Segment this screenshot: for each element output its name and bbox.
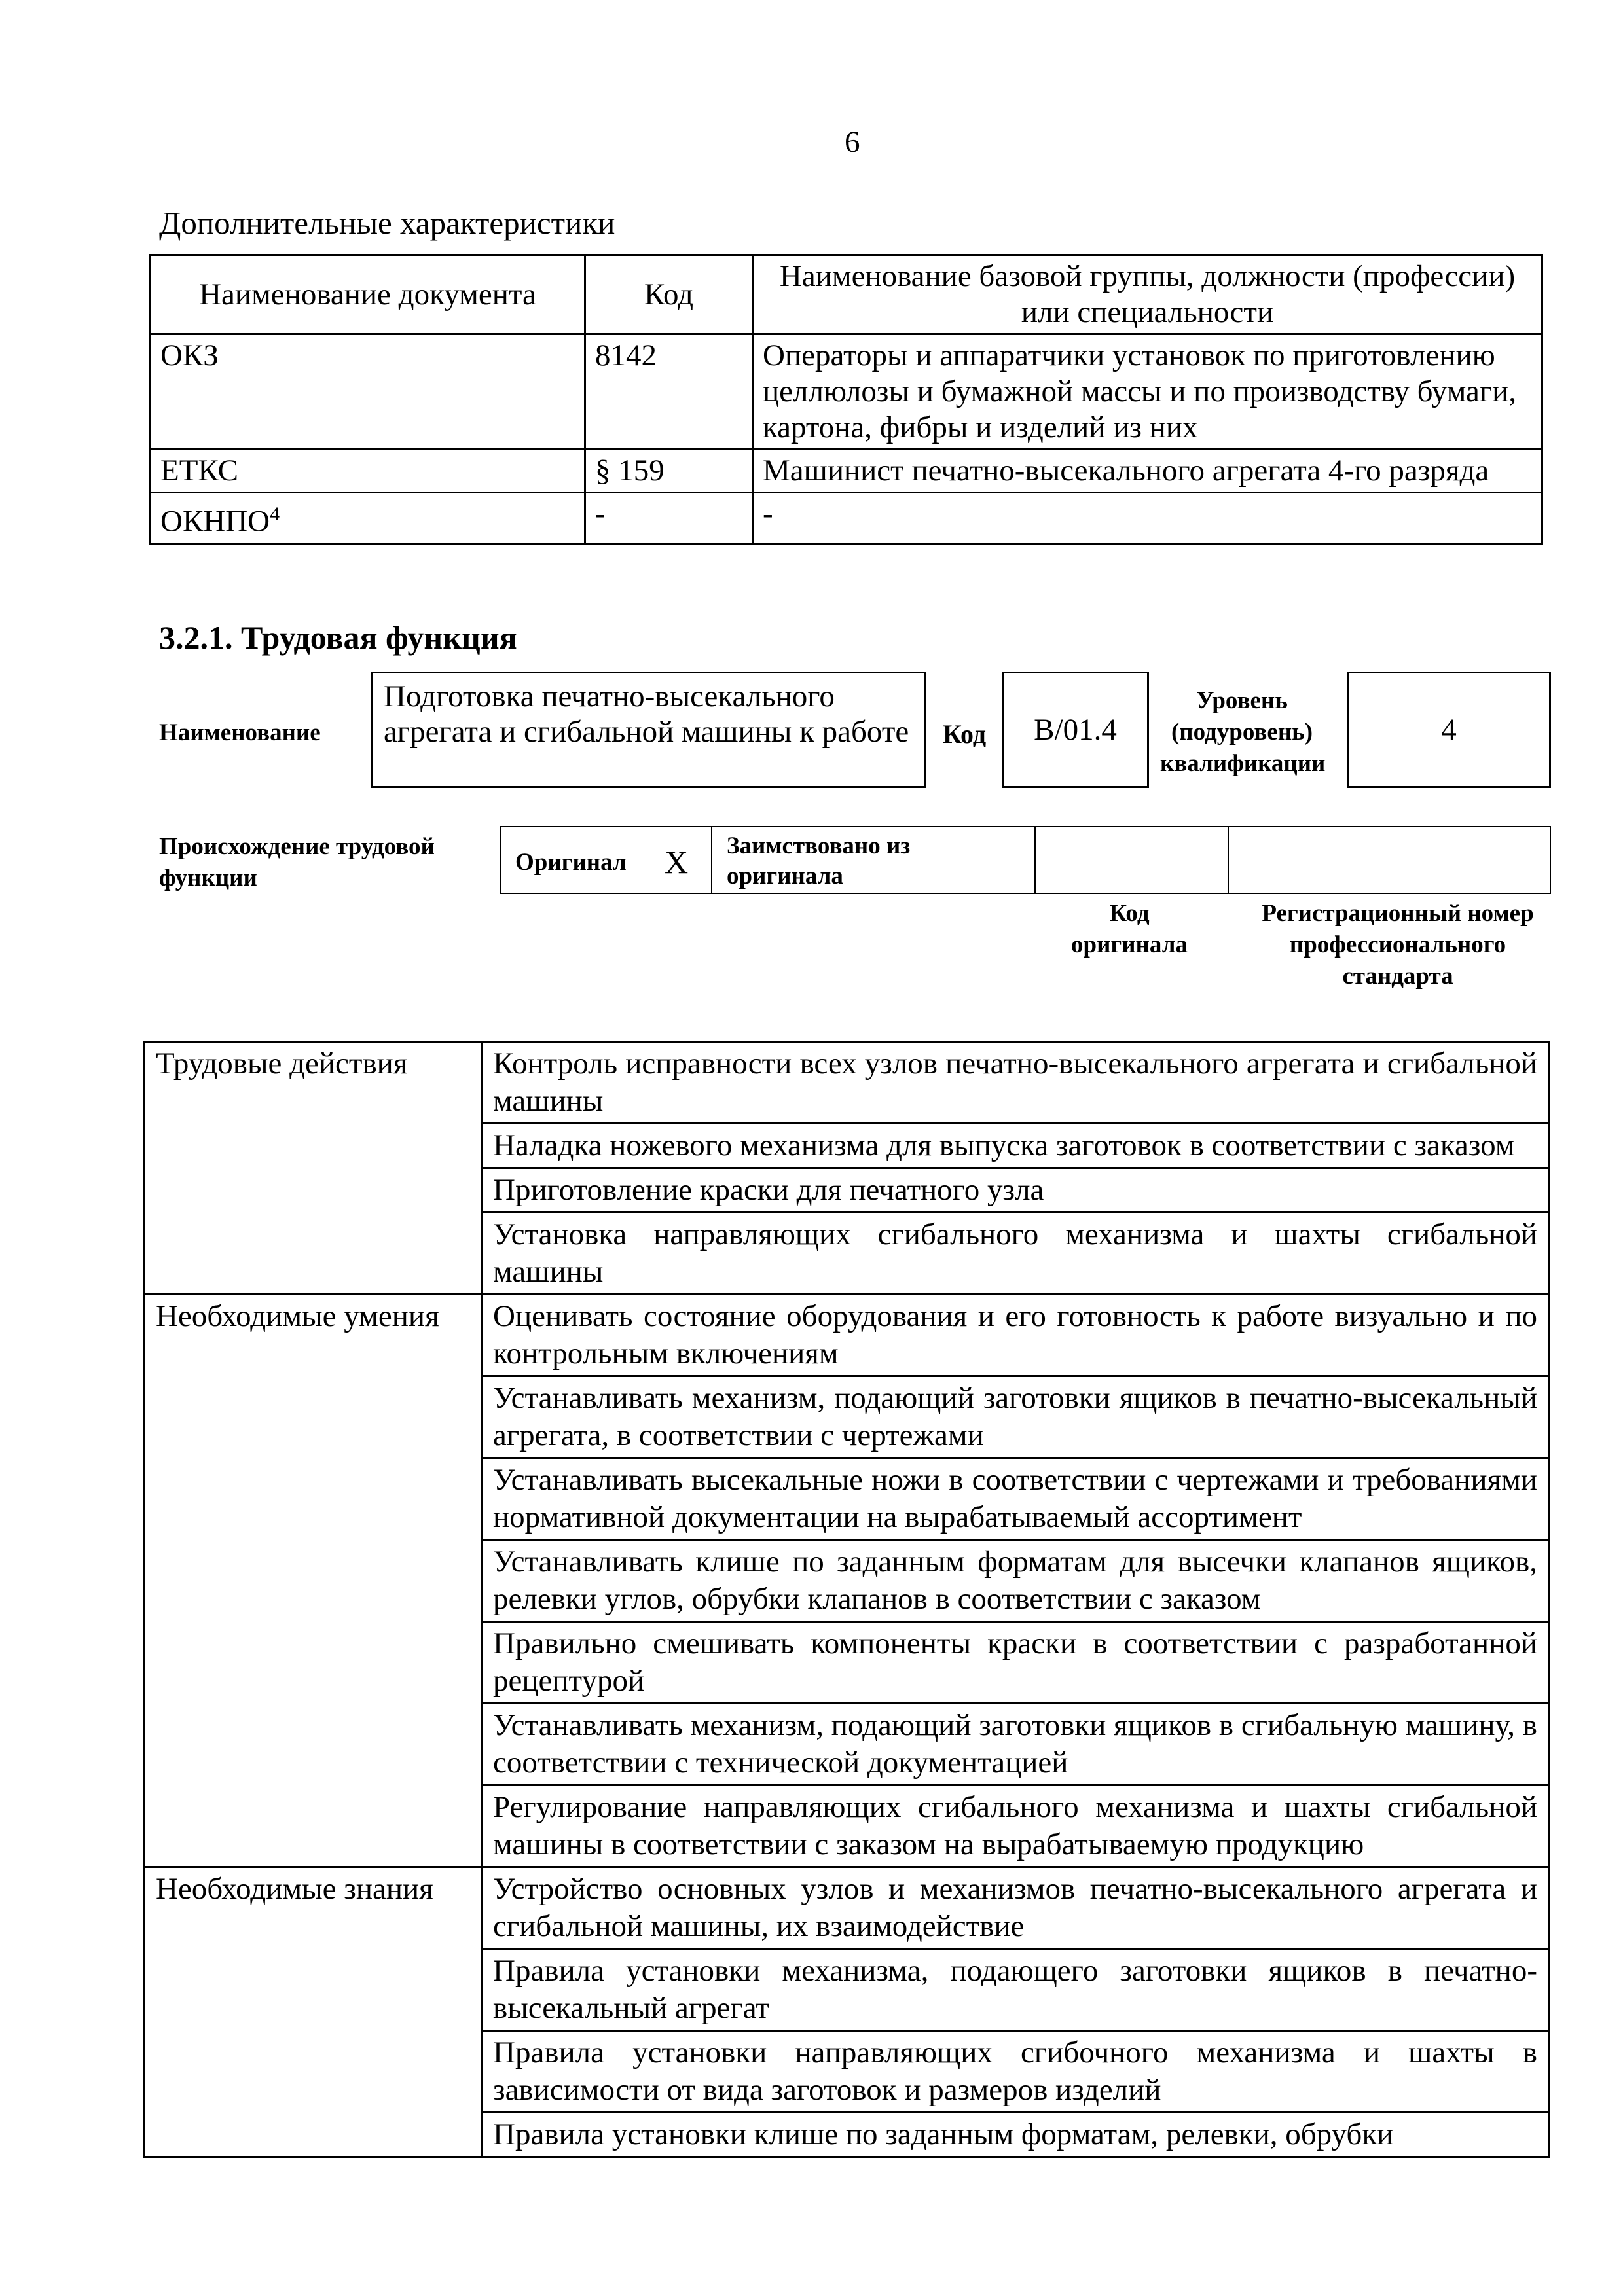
- cell-doc: ЕТКС: [151, 450, 585, 493]
- cell-doc-text: ОКНПО: [160, 504, 270, 539]
- list-item: Приготовление краски для печатного узла: [482, 1168, 1549, 1213]
- additional-characteristics-table: [149, 254, 1543, 545]
- table-row: [151, 334, 1542, 450]
- original-label: Оригинал: [515, 849, 627, 876]
- list-item: Установка направляющих сгибального механизма и шахты сгибальной машины: [482, 1213, 1549, 1295]
- list-item: Наладка ножевого механизма для выпуска заготовок в соответствии с заказом: [482, 1124, 1549, 1168]
- table-row: [145, 1867, 1549, 1949]
- divider: [1228, 827, 1229, 893]
- table-header-row: [151, 255, 1542, 334]
- list-item: Оценивать состояние оборудования и его готовность к работе визуально и по контрольным включениям: [482, 1295, 1549, 1376]
- list-item: Устанавливать клише по заданным форматам для высечки клапанов ящиков, релевки углов, обрубки клапанов в соответствии с заказом: [482, 1540, 1549, 1622]
- function-level-value: 4: [1441, 713, 1457, 747]
- list-item: Устанавливать высекальные ножи в соответствии с чертежами и требованиями нормативной документации на вырабатываемый ассортимент: [482, 1458, 1549, 1540]
- function-code-value: B/01.4: [1034, 713, 1117, 747]
- cell-doc: [151, 493, 585, 544]
- name-label: Наименование: [159, 719, 321, 746]
- table-row: [151, 450, 1542, 493]
- header-name: Наименование базовой группы, должности (профессии) или специальности: [753, 255, 1542, 334]
- row-label: Необходимые знания: [145, 1867, 482, 2157]
- page-number: 6: [845, 125, 860, 159]
- list-item: Правила установки направляющих сгибочного механизма и шахты в зависимости от вида заготовок и размеров изделий: [482, 2031, 1549, 2113]
- cell-name: Машинист печатно-высекального агрегата 4-го разряда: [753, 450, 1542, 493]
- cell-name: -: [753, 493, 1542, 544]
- table-row: [145, 1295, 1549, 1376]
- cell-name: Операторы и аппаратчики установок по приготовлению целлюлозы и бумажной массы и по производству бумаги, картона, фибры и изделий из них: [753, 334, 1542, 450]
- table-row: [151, 493, 1542, 544]
- table-row: [145, 1042, 1549, 1124]
- origin-row: [500, 826, 1551, 894]
- cell-doc: ОКЗ: [151, 334, 585, 450]
- level-label: Уровень (подуровень) квалификации: [1160, 687, 1326, 777]
- cell-code: -: [585, 493, 753, 544]
- list-item: Устанавливать механизм, подающий заготовки ящиков в сгибальную машину, в соответствии с технической документацией: [482, 1704, 1549, 1785]
- function-name-box: [371, 672, 926, 788]
- list-item: Правила установки механизма, подающего заготовки ящиков в печатно-высекальный агрегат: [482, 1949, 1549, 2031]
- reg-caption: Регистрационный номер профессионального стандарта: [1262, 900, 1534, 990]
- header-code: Код: [585, 255, 753, 334]
- origin-label: Происхождение трудовой функции: [159, 833, 435, 891]
- function-level-box: [1347, 672, 1551, 788]
- function-code-box: [1002, 672, 1149, 788]
- footnote-marker: 4: [270, 503, 280, 525]
- divider: [1034, 827, 1036, 893]
- row-label: Трудовые действия: [145, 1042, 482, 1295]
- list-item: Устройство основных узлов и механизмов печатно-высекального агрегата и сгибальной машины, их взаимодействие: [482, 1867, 1549, 1949]
- header-document: Наименование документа: [151, 255, 585, 334]
- list-item: Правильно смешивать компоненты краски в соответствии с разработанной рецептурой: [482, 1622, 1549, 1704]
- list-item: Регулирование направляющих сгибального механизма и шахты сгибальной машины в соответствии с заказом на вырабатываемую продукцию: [482, 1785, 1549, 1867]
- list-item: Контроль исправности всех узлов печатно-высекального агрегата и сгибальной машины: [482, 1042, 1549, 1124]
- cell-code: 8142: [585, 334, 753, 450]
- divider: [711, 827, 712, 893]
- function-name-value: Подготовка печатно-высекального агрегата и сгибальной машины к работе: [384, 679, 909, 749]
- borrowed-label: Заимствовано из оригинала: [727, 833, 911, 889]
- cell-code: § 159: [585, 450, 753, 493]
- list-item: Правила установки клише по заданным форматам, релевки, обрубки: [482, 2113, 1549, 2157]
- list-item: Устанавливать механизм, подающий заготовки ящиков в печатно-высекальный агрегата, в соответствии с чертежами: [482, 1376, 1549, 1458]
- function-heading: 3.2.1. Трудовая функция: [159, 619, 517, 656]
- original-mark: X: [665, 844, 689, 880]
- code-caption: Код оригинала: [1071, 900, 1188, 958]
- code-label: Код: [943, 719, 987, 749]
- row-label: Необходимые умения: [145, 1295, 482, 1867]
- section-title: Дополнительные характеристики: [159, 205, 615, 241]
- function-details-table: [143, 1041, 1550, 2158]
